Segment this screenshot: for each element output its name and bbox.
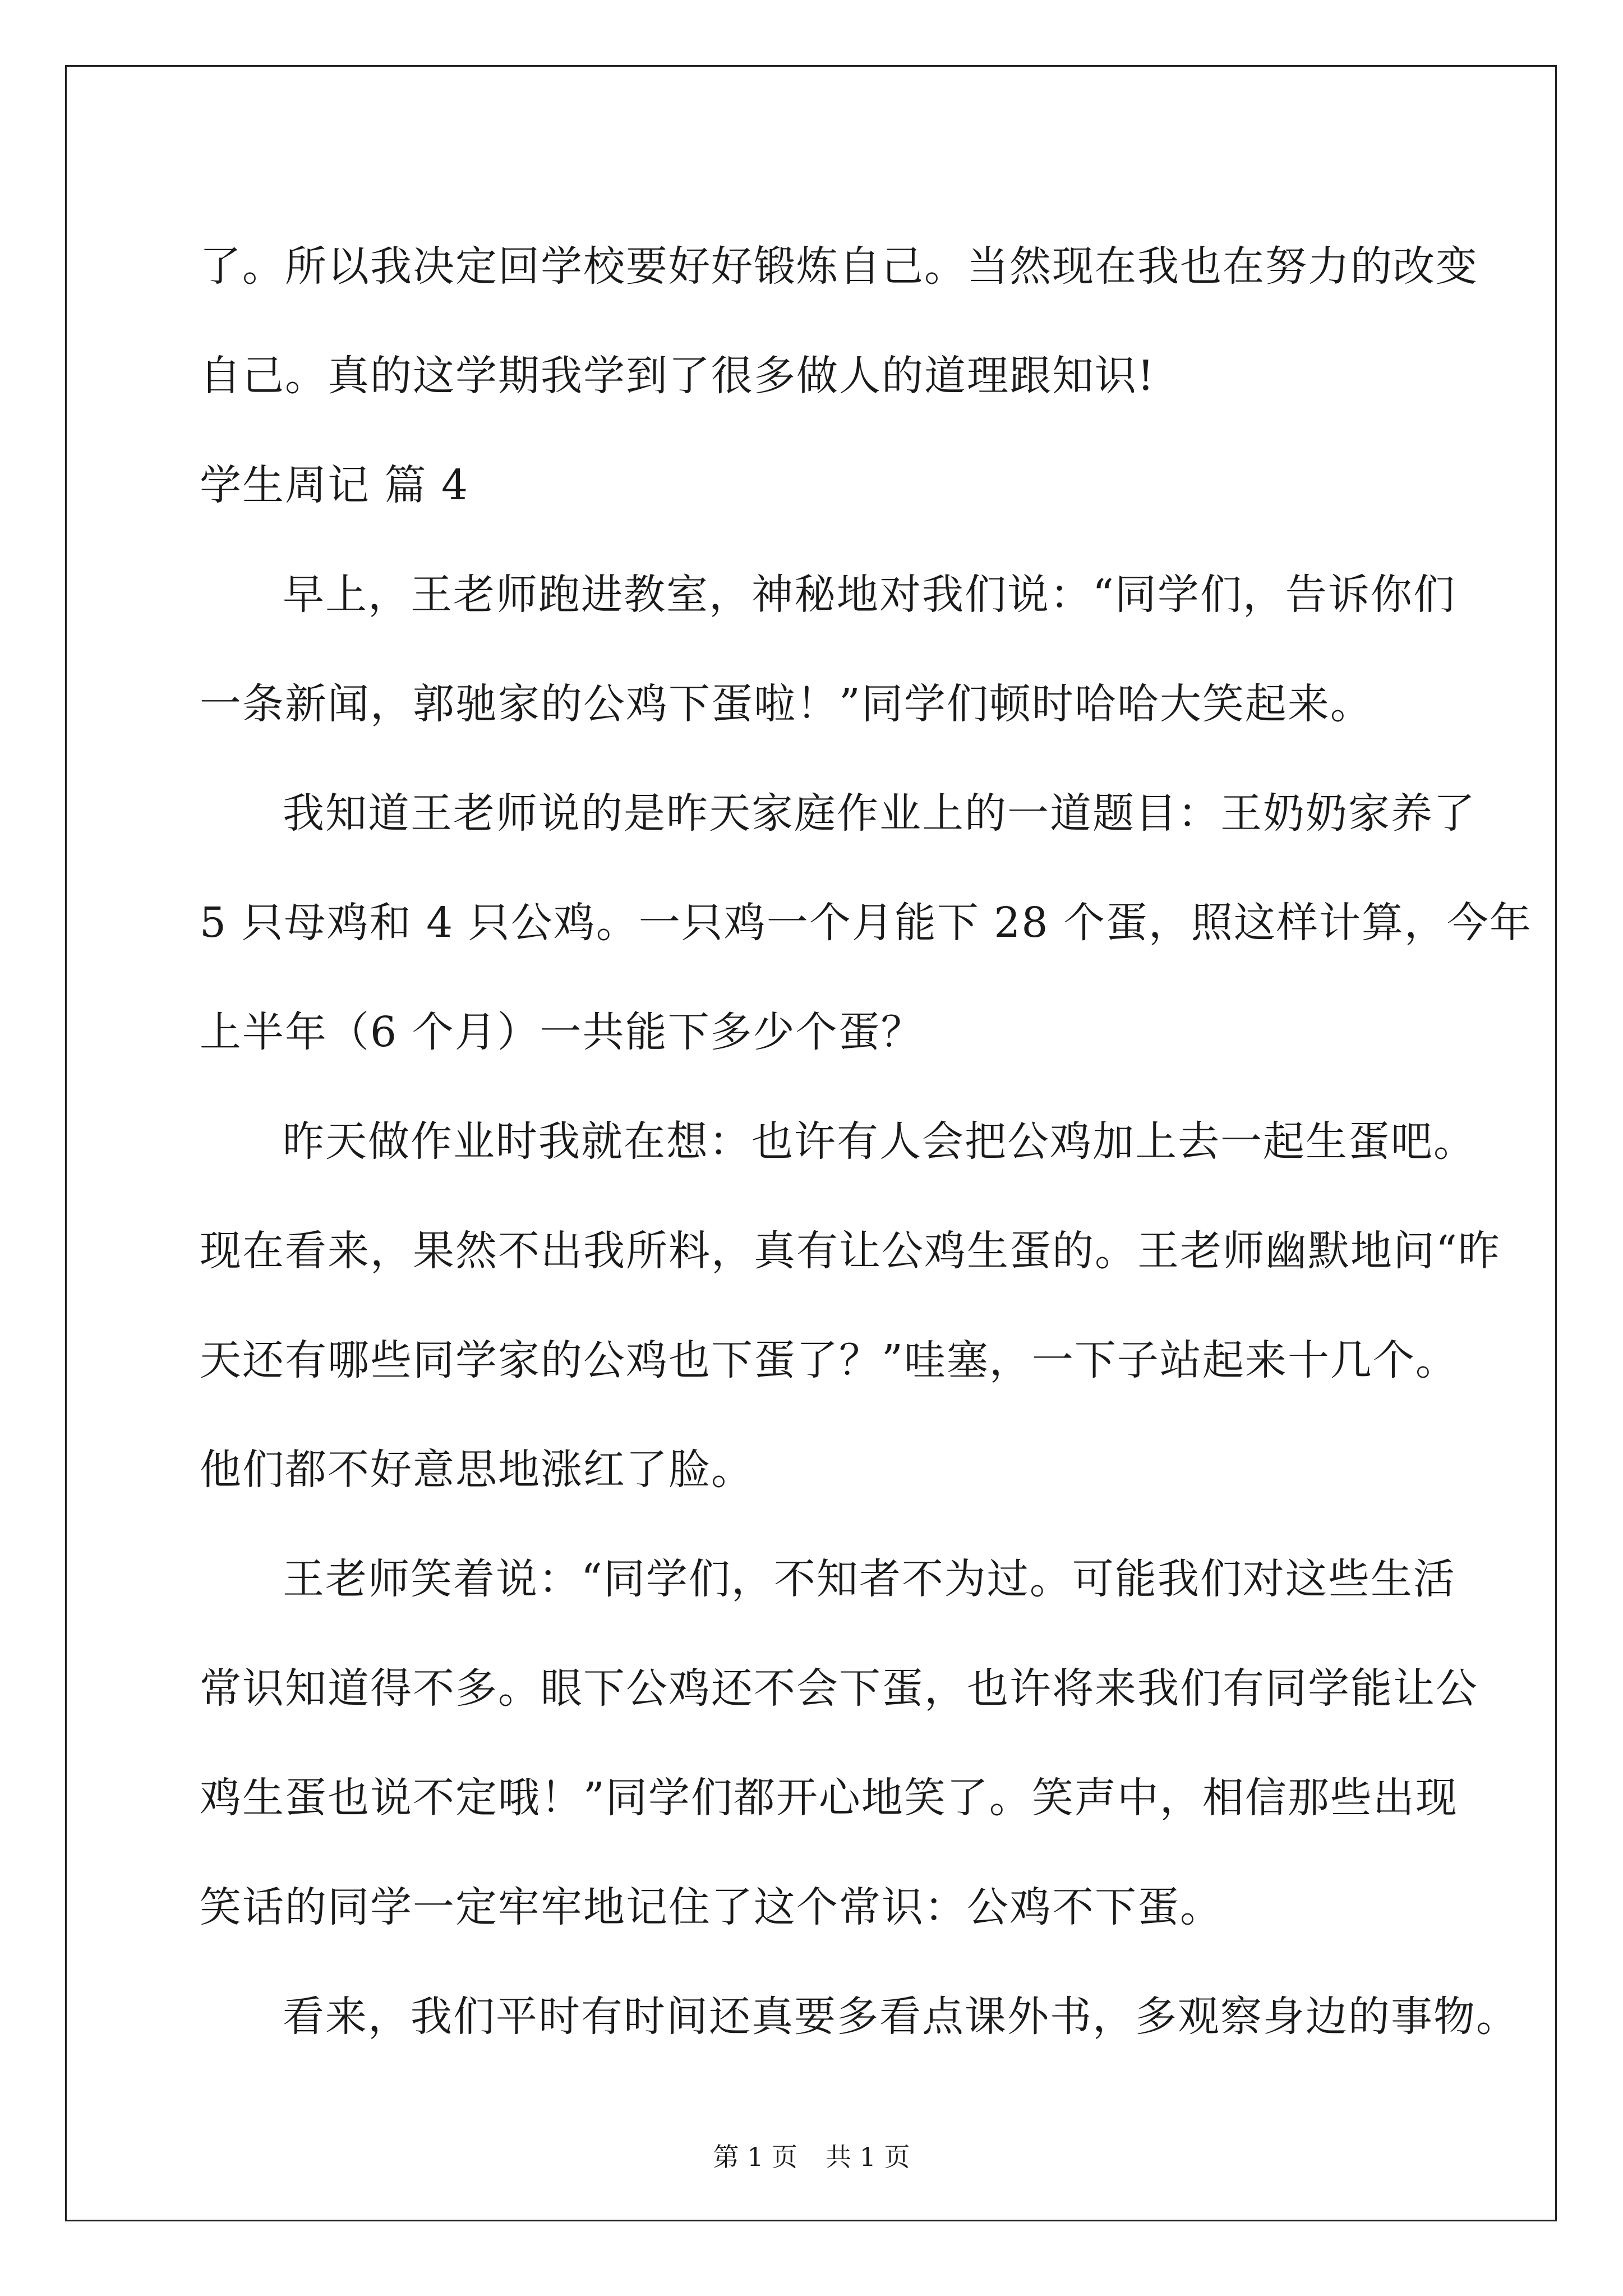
text-line: 天还有哪些同学家的公鸡也下蛋了？”哇塞，一下子站起来十几个。 xyxy=(200,1336,1458,1384)
text-line: 笑话的同学一定牢牢地记住了这个常识：公鸡不下蛋。 xyxy=(200,1883,1223,1931)
text-line: 早上，王老师跑进教室，神秘地对我们说：“同学们，告诉你们 xyxy=(283,570,1456,619)
text-line: 上半年（6 个月）一共能下多少个蛋？ xyxy=(200,1008,924,1056)
text-line: 一条新闻，郭驰家的公鸡下蛋啦！”同学们顿时哈哈大笑起来。 xyxy=(200,680,1373,728)
text-line: 看来，我们平时有时间还真要多看点课外书，多观察身边的事物。 xyxy=(283,1993,1519,2041)
page-number-current: 第 1 页 xyxy=(713,2142,797,2172)
text-line: 了。所以我决定回学校要好好锻炼自己。当然现在我也在努力的改变 xyxy=(200,242,1478,291)
text-line: 自己。真的这学期我学到了很多做人的道理跟知识! xyxy=(200,352,1155,400)
text-line: 我知道王老师说的是昨天家庭作业上的一道题目：王奶奶家养了 xyxy=(283,789,1476,838)
text-line: 他们都不好意思地涨红了脸。 xyxy=(200,1446,754,1494)
text-line: 昨天做作业时我就在想：也许有人会把公鸡加上去一起生蛋吧。 xyxy=(283,1117,1476,1166)
page-footer xyxy=(0,2140,1623,2174)
text-line: 常识知道得不多。眼下公鸡还不会下蛋，也许将来我们有同学能让公 xyxy=(200,1664,1478,1713)
document-body xyxy=(200,212,1532,2072)
text-line: 王老师笑着说：“同学们，不知者不为过。可能我们对这些生活 xyxy=(283,1555,1456,1603)
section-heading: 学生周记 篇 4 xyxy=(200,461,469,509)
text-line: 现在看来，果然不出我所料，真有让公鸡生蛋的。王老师幽默地问“昨 xyxy=(200,1227,1501,1275)
text-line: 鸡生蛋也说不定哦！”同学们都开心地笑了。笑声中，相信那些出现 xyxy=(200,1774,1458,1822)
page-number-total: 共 1 页 xyxy=(826,2142,910,2172)
text-line: 5 只母鸡和 4 只公鸡。一只鸡一个月能下 28 个蛋，照这样计算，今年 xyxy=(200,899,1532,947)
